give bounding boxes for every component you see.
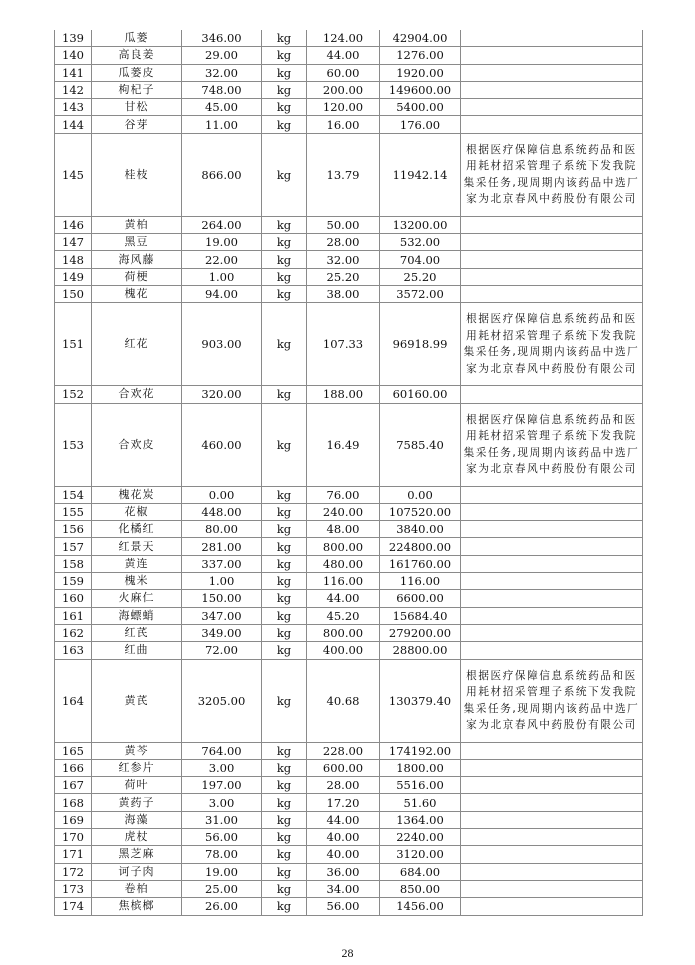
procurement-table bbox=[54, 30, 643, 916]
note-cell bbox=[461, 47, 643, 64]
table-row bbox=[55, 503, 643, 520]
amount-cell: 532.00 bbox=[380, 234, 461, 251]
unit-price-cell: 228.00 bbox=[307, 742, 380, 759]
note-cell bbox=[461, 846, 643, 863]
item-name-cell: 黑豆 bbox=[92, 234, 182, 251]
unit-cell: kg bbox=[262, 829, 307, 846]
note-cell bbox=[461, 898, 643, 915]
amount-cell: 11942.14 bbox=[380, 133, 461, 216]
table-row bbox=[55, 47, 643, 64]
note-cell bbox=[461, 555, 643, 572]
amount-cell: 96918.99 bbox=[380, 303, 461, 386]
amount-cell: 2240.00 bbox=[380, 829, 461, 846]
amount-cell: 51.60 bbox=[380, 794, 461, 811]
row-number-cell: 172 bbox=[55, 863, 92, 880]
unit-cell: kg bbox=[262, 624, 307, 641]
amount-cell: 3120.00 bbox=[380, 846, 461, 863]
note-cell bbox=[461, 285, 643, 302]
unit-cell: kg bbox=[262, 642, 307, 659]
item-name-cell: 诃子肉 bbox=[92, 863, 182, 880]
note-cell bbox=[461, 521, 643, 538]
amount-cell: 176.00 bbox=[380, 116, 461, 133]
page-number: 28 bbox=[341, 946, 354, 960]
table-row bbox=[55, 521, 643, 538]
unit-price-cell: 38.00 bbox=[307, 285, 380, 302]
row-number-cell: 143 bbox=[55, 99, 92, 116]
unit-cell: kg bbox=[262, 234, 307, 251]
table-row bbox=[55, 285, 643, 302]
unit-cell: kg bbox=[262, 742, 307, 759]
item-name-cell: 海螵蛸 bbox=[92, 607, 182, 624]
note-cell bbox=[461, 624, 643, 641]
unit-price-cell: 107.33 bbox=[307, 303, 380, 386]
note-cell bbox=[461, 234, 643, 251]
row-number-cell: 162 bbox=[55, 624, 92, 641]
note-cell bbox=[461, 538, 643, 555]
unit-price-cell: 240.00 bbox=[307, 503, 380, 520]
quantity-cell: 94.00 bbox=[182, 285, 262, 302]
row-number-cell: 139 bbox=[55, 30, 92, 47]
unit-price-cell: 44.00 bbox=[307, 47, 380, 64]
note-cell bbox=[461, 642, 643, 659]
item-name-cell: 桂枝 bbox=[92, 133, 182, 216]
amount-cell: 1800.00 bbox=[380, 759, 461, 776]
unit-cell: kg bbox=[262, 486, 307, 503]
item-name-cell: 瓜蒌皮 bbox=[92, 64, 182, 81]
amount-cell: 3572.00 bbox=[380, 285, 461, 302]
quantity-cell: 19.00 bbox=[182, 863, 262, 880]
amount-cell: 116.00 bbox=[380, 573, 461, 590]
unit-cell: kg bbox=[262, 133, 307, 216]
unit-price-cell: 44.00 bbox=[307, 811, 380, 828]
unit-cell: kg bbox=[262, 216, 307, 233]
unit-price-cell: 16.49 bbox=[307, 403, 380, 486]
item-name-cell: 红曲 bbox=[92, 642, 182, 659]
unit-price-cell: 17.20 bbox=[307, 794, 380, 811]
item-name-cell: 甘松 bbox=[92, 99, 182, 116]
row-number-cell: 141 bbox=[55, 64, 92, 81]
quantity-cell: 72.00 bbox=[182, 642, 262, 659]
row-number-cell: 169 bbox=[55, 811, 92, 828]
row-number-cell: 145 bbox=[55, 133, 92, 216]
unit-cell: kg bbox=[262, 759, 307, 776]
unit-cell: kg bbox=[262, 777, 307, 794]
row-number-cell: 142 bbox=[55, 81, 92, 98]
quantity-cell: 3.00 bbox=[182, 794, 262, 811]
unit-cell: kg bbox=[262, 268, 307, 285]
amount-cell: 60160.00 bbox=[380, 386, 461, 403]
row-number-cell: 168 bbox=[55, 794, 92, 811]
row-number-cell: 160 bbox=[55, 590, 92, 607]
note-cell bbox=[461, 81, 643, 98]
row-number-cell: 148 bbox=[55, 251, 92, 268]
amount-cell: 13200.00 bbox=[380, 216, 461, 233]
quantity-cell: 25.00 bbox=[182, 880, 262, 897]
table-row bbox=[55, 846, 643, 863]
amount-cell: 704.00 bbox=[380, 251, 461, 268]
table-row bbox=[55, 64, 643, 81]
quantity-cell: 45.00 bbox=[182, 99, 262, 116]
note-cell bbox=[461, 607, 643, 624]
unit-cell: kg bbox=[262, 503, 307, 520]
unit-cell: kg bbox=[262, 81, 307, 98]
quantity-cell: 903.00 bbox=[182, 303, 262, 386]
row-number-cell: 150 bbox=[55, 285, 92, 302]
row-number-cell: 152 bbox=[55, 386, 92, 403]
amount-cell: 1276.00 bbox=[380, 47, 461, 64]
amount-cell: 107520.00 bbox=[380, 503, 461, 520]
unit-price-cell: 28.00 bbox=[307, 234, 380, 251]
item-name-cell: 黄芪 bbox=[92, 659, 182, 742]
note-cell bbox=[461, 116, 643, 133]
note-cell bbox=[461, 486, 643, 503]
note-cell bbox=[461, 759, 643, 776]
item-name-cell: 红花 bbox=[92, 303, 182, 386]
amount-cell: 0.00 bbox=[380, 486, 461, 503]
note-cell bbox=[461, 811, 643, 828]
table-row bbox=[55, 811, 643, 828]
note-cell bbox=[461, 99, 643, 116]
table-row bbox=[55, 642, 643, 659]
row-number-cell: 170 bbox=[55, 829, 92, 846]
unit-cell: kg bbox=[262, 863, 307, 880]
quantity-cell: 32.00 bbox=[182, 64, 262, 81]
row-number-cell: 156 bbox=[55, 521, 92, 538]
quantity-cell: 346.00 bbox=[182, 30, 262, 47]
unit-price-cell: 40.68 bbox=[307, 659, 380, 742]
row-number-cell: 155 bbox=[55, 503, 92, 520]
quantity-cell: 0.00 bbox=[182, 486, 262, 503]
row-number-cell: 164 bbox=[55, 659, 92, 742]
amount-cell: 279200.00 bbox=[380, 624, 461, 641]
quantity-cell: 19.00 bbox=[182, 234, 262, 251]
table-row bbox=[55, 234, 643, 251]
item-name-cell: 焦槟榔 bbox=[92, 898, 182, 915]
note-cell bbox=[461, 251, 643, 268]
table-row bbox=[55, 759, 643, 776]
unit-price-cell: 800.00 bbox=[307, 624, 380, 641]
quantity-cell: 31.00 bbox=[182, 811, 262, 828]
quantity-cell: 448.00 bbox=[182, 503, 262, 520]
item-name-cell: 化橘红 bbox=[92, 521, 182, 538]
unit-price-cell: 188.00 bbox=[307, 386, 380, 403]
unit-cell: kg bbox=[262, 555, 307, 572]
table-row bbox=[55, 486, 643, 503]
quantity-cell: 337.00 bbox=[182, 555, 262, 572]
unit-cell: kg bbox=[262, 607, 307, 624]
amount-cell: 28800.00 bbox=[380, 642, 461, 659]
row-number-cell: 158 bbox=[55, 555, 92, 572]
note-cell bbox=[461, 386, 643, 403]
item-name-cell: 海风藤 bbox=[92, 251, 182, 268]
item-name-cell: 黄柏 bbox=[92, 216, 182, 233]
row-number-cell: 166 bbox=[55, 759, 92, 776]
unit-cell: kg bbox=[262, 30, 307, 47]
unit-price-cell: 600.00 bbox=[307, 759, 380, 776]
unit-cell: kg bbox=[262, 116, 307, 133]
item-name-cell: 瓜蒌 bbox=[92, 30, 182, 47]
unit-cell: kg bbox=[262, 285, 307, 302]
unit-cell: kg bbox=[262, 898, 307, 915]
quantity-cell: 866.00 bbox=[182, 133, 262, 216]
unit-cell: kg bbox=[262, 794, 307, 811]
item-name-cell: 红景天 bbox=[92, 538, 182, 555]
unit-cell: kg bbox=[262, 573, 307, 590]
unit-price-cell: 480.00 bbox=[307, 555, 380, 572]
quantity-cell: 26.00 bbox=[182, 898, 262, 915]
amount-cell: 7585.40 bbox=[380, 403, 461, 486]
unit-price-cell: 50.00 bbox=[307, 216, 380, 233]
note-cell bbox=[461, 742, 643, 759]
unit-cell: kg bbox=[262, 47, 307, 64]
unit-cell: kg bbox=[262, 538, 307, 555]
table-row bbox=[55, 863, 643, 880]
unit-cell: kg bbox=[262, 521, 307, 538]
unit-price-cell: 28.00 bbox=[307, 777, 380, 794]
table-row bbox=[55, 659, 643, 742]
amount-cell: 1364.00 bbox=[380, 811, 461, 828]
note-cell: 根据医疗保障信息系统药品和医用耗材招采管理子系统下发我院集采任务,现周期内该药品中选厂家为北京春风中药股份有限公司 bbox=[461, 303, 643, 386]
quantity-cell: 748.00 bbox=[182, 81, 262, 98]
table-row bbox=[55, 251, 643, 268]
quantity-cell: 1.00 bbox=[182, 268, 262, 285]
item-name-cell: 红参片 bbox=[92, 759, 182, 776]
quantity-cell: 347.00 bbox=[182, 607, 262, 624]
note-cell bbox=[461, 64, 643, 81]
note-cell: 根据医疗保障信息系统药品和医用耗材招采管理子系统下发我院集采任务,现周期内该药品中选厂家为北京春风中药股份有限公司 bbox=[461, 403, 643, 486]
item-name-cell: 荷梗 bbox=[92, 268, 182, 285]
note-cell bbox=[461, 590, 643, 607]
quantity-cell: 78.00 bbox=[182, 846, 262, 863]
amount-cell: 684.00 bbox=[380, 863, 461, 880]
row-number-cell: 154 bbox=[55, 486, 92, 503]
table-row bbox=[55, 133, 643, 216]
unit-price-cell: 32.00 bbox=[307, 251, 380, 268]
row-number-cell: 140 bbox=[55, 47, 92, 64]
table-row bbox=[55, 794, 643, 811]
quantity-cell: 80.00 bbox=[182, 521, 262, 538]
row-number-cell: 171 bbox=[55, 846, 92, 863]
unit-price-cell: 16.00 bbox=[307, 116, 380, 133]
unit-price-cell: 200.00 bbox=[307, 81, 380, 98]
item-name-cell: 合欢皮 bbox=[92, 403, 182, 486]
item-name-cell: 虎杖 bbox=[92, 829, 182, 846]
table-row bbox=[55, 216, 643, 233]
quantity-cell: 460.00 bbox=[182, 403, 262, 486]
amount-cell: 1920.00 bbox=[380, 64, 461, 81]
note-cell bbox=[461, 216, 643, 233]
quantity-cell: 22.00 bbox=[182, 251, 262, 268]
note-cell bbox=[461, 829, 643, 846]
unit-cell: kg bbox=[262, 811, 307, 828]
table-row bbox=[55, 573, 643, 590]
item-name-cell: 槐米 bbox=[92, 573, 182, 590]
table-row bbox=[55, 880, 643, 897]
note-cell bbox=[461, 880, 643, 897]
note-cell bbox=[461, 777, 643, 794]
table-row bbox=[55, 829, 643, 846]
quantity-cell: 320.00 bbox=[182, 386, 262, 403]
unit-price-cell: 36.00 bbox=[307, 863, 380, 880]
amount-cell: 161760.00 bbox=[380, 555, 461, 572]
item-name-cell: 黑芝麻 bbox=[92, 846, 182, 863]
note-cell bbox=[461, 268, 643, 285]
row-number-cell: 167 bbox=[55, 777, 92, 794]
note-cell bbox=[461, 794, 643, 811]
item-name-cell: 黄药子 bbox=[92, 794, 182, 811]
amount-cell: 850.00 bbox=[380, 880, 461, 897]
row-number-cell: 173 bbox=[55, 880, 92, 897]
unit-cell: kg bbox=[262, 251, 307, 268]
item-name-cell: 荷叶 bbox=[92, 777, 182, 794]
table-row bbox=[55, 81, 643, 98]
unit-cell: kg bbox=[262, 99, 307, 116]
table-row bbox=[55, 99, 643, 116]
row-number-cell: 174 bbox=[55, 898, 92, 915]
item-name-cell: 槐花 bbox=[92, 285, 182, 302]
row-number-cell: 146 bbox=[55, 216, 92, 233]
item-name-cell: 枸杞子 bbox=[92, 81, 182, 98]
amount-cell: 15684.40 bbox=[380, 607, 461, 624]
table-row bbox=[55, 898, 643, 915]
amount-cell: 6600.00 bbox=[380, 590, 461, 607]
amount-cell: 149600.00 bbox=[380, 81, 461, 98]
table-row bbox=[55, 590, 643, 607]
unit-cell: kg bbox=[262, 846, 307, 863]
unit-cell: kg bbox=[262, 303, 307, 386]
table-row bbox=[55, 607, 643, 624]
unit-price-cell: 800.00 bbox=[307, 538, 380, 555]
item-name-cell: 槐花炭 bbox=[92, 486, 182, 503]
table-row bbox=[55, 116, 643, 133]
unit-price-cell: 25.20 bbox=[307, 268, 380, 285]
quantity-cell: 264.00 bbox=[182, 216, 262, 233]
row-number-cell: 153 bbox=[55, 403, 92, 486]
note-cell: 根据医疗保障信息系统药品和医用耗材招采管理子系统下发我院集采任务,现周期内该药品中选厂家为北京春风中药股份有限公司 bbox=[461, 133, 643, 216]
table-row bbox=[55, 624, 643, 641]
unit-price-cell: 120.00 bbox=[307, 99, 380, 116]
unit-price-cell: 56.00 bbox=[307, 898, 380, 915]
item-name-cell: 红芪 bbox=[92, 624, 182, 641]
row-number-cell: 151 bbox=[55, 303, 92, 386]
quantity-cell: 281.00 bbox=[182, 538, 262, 555]
quantity-cell: 1.00 bbox=[182, 573, 262, 590]
unit-price-cell: 44.00 bbox=[307, 590, 380, 607]
note-cell bbox=[461, 863, 643, 880]
item-name-cell: 谷芽 bbox=[92, 116, 182, 133]
row-number-cell: 147 bbox=[55, 234, 92, 251]
unit-cell: kg bbox=[262, 386, 307, 403]
note-cell: 根据医疗保障信息系统药品和医用耗材招采管理子系统下发我院集采任务,现周期内该药品中选厂家为北京春风中药股份有限公司 bbox=[461, 659, 643, 742]
unit-cell: kg bbox=[262, 403, 307, 486]
quantity-cell: 197.00 bbox=[182, 777, 262, 794]
amount-cell: 42904.00 bbox=[380, 30, 461, 47]
item-name-cell: 火麻仁 bbox=[92, 590, 182, 607]
unit-price-cell: 116.00 bbox=[307, 573, 380, 590]
note-cell bbox=[461, 503, 643, 520]
note-cell bbox=[461, 30, 643, 47]
table-row bbox=[55, 30, 643, 47]
unit-cell: kg bbox=[262, 590, 307, 607]
row-number-cell: 165 bbox=[55, 742, 92, 759]
unit-price-cell: 45.20 bbox=[307, 607, 380, 624]
unit-price-cell: 124.00 bbox=[307, 30, 380, 47]
unit-price-cell: 40.00 bbox=[307, 846, 380, 863]
amount-cell: 25.20 bbox=[380, 268, 461, 285]
amount-cell: 130379.40 bbox=[380, 659, 461, 742]
amount-cell: 174192.00 bbox=[380, 742, 461, 759]
unit-cell: kg bbox=[262, 64, 307, 81]
unit-cell: kg bbox=[262, 659, 307, 742]
unit-cell: kg bbox=[262, 880, 307, 897]
item-name-cell: 海藻 bbox=[92, 811, 182, 828]
table-row bbox=[55, 403, 643, 486]
table-body bbox=[55, 30, 643, 915]
quantity-cell: 3205.00 bbox=[182, 659, 262, 742]
item-name-cell: 花椒 bbox=[92, 503, 182, 520]
unit-price-cell: 34.00 bbox=[307, 880, 380, 897]
amount-cell: 224800.00 bbox=[380, 538, 461, 555]
item-name-cell: 卷柏 bbox=[92, 880, 182, 897]
table-row bbox=[55, 742, 643, 759]
amount-cell: 1456.00 bbox=[380, 898, 461, 915]
unit-price-cell: 400.00 bbox=[307, 642, 380, 659]
unit-price-cell: 48.00 bbox=[307, 521, 380, 538]
quantity-cell: 29.00 bbox=[182, 47, 262, 64]
amount-cell: 5516.00 bbox=[380, 777, 461, 794]
row-number-cell: 159 bbox=[55, 573, 92, 590]
unit-price-cell: 76.00 bbox=[307, 486, 380, 503]
item-name-cell: 合欢花 bbox=[92, 386, 182, 403]
table-row bbox=[55, 268, 643, 285]
unit-price-cell: 60.00 bbox=[307, 64, 380, 81]
quantity-cell: 349.00 bbox=[182, 624, 262, 641]
amount-cell: 3840.00 bbox=[380, 521, 461, 538]
unit-price-cell: 40.00 bbox=[307, 829, 380, 846]
row-number-cell: 144 bbox=[55, 116, 92, 133]
quantity-cell: 11.00 bbox=[182, 116, 262, 133]
item-name-cell: 高良姜 bbox=[92, 47, 182, 64]
table-row bbox=[55, 303, 643, 386]
quantity-cell: 3.00 bbox=[182, 759, 262, 776]
row-number-cell: 149 bbox=[55, 268, 92, 285]
note-cell bbox=[461, 573, 643, 590]
table-row bbox=[55, 386, 643, 403]
table-row bbox=[55, 555, 643, 572]
row-number-cell: 157 bbox=[55, 538, 92, 555]
quantity-cell: 56.00 bbox=[182, 829, 262, 846]
table-row bbox=[55, 777, 643, 794]
quantity-cell: 764.00 bbox=[182, 742, 262, 759]
amount-cell: 5400.00 bbox=[380, 99, 461, 116]
item-name-cell: 黄连 bbox=[92, 555, 182, 572]
unit-price-cell: 13.79 bbox=[307, 133, 380, 216]
item-name-cell: 黄芩 bbox=[92, 742, 182, 759]
row-number-cell: 163 bbox=[55, 642, 92, 659]
row-number-cell: 161 bbox=[55, 607, 92, 624]
quantity-cell: 150.00 bbox=[182, 590, 262, 607]
table-row bbox=[55, 538, 643, 555]
